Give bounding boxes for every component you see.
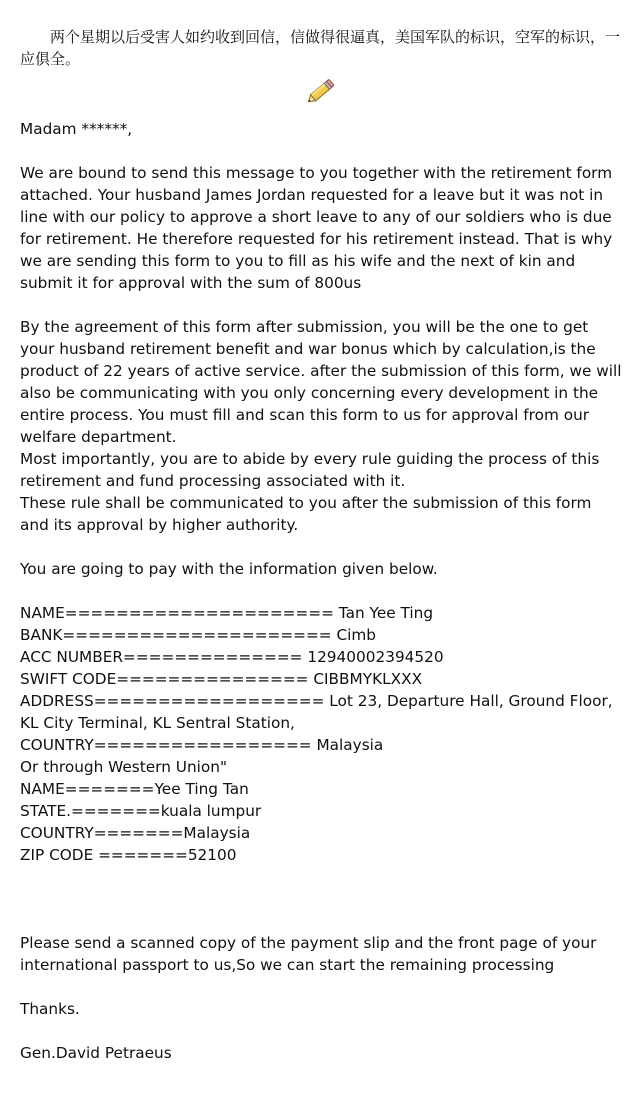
letter-paragraph: We are bound to send this message to you together with the retirement form attached. Your husband James Jordan requested for a leave but it was not in line with our policy to approve a short leave to any of our soldiers who is due for retirement. He therefore requested for his retirement instead. That is why we are sending this form to you to fill as his wife and the next of kin and submit it for approval with the sum of 800us — [20, 164, 613, 292]
thanks-line: Thanks. — [20, 1000, 80, 1018]
bank-details — [20, 602, 624, 866]
bank-detail-line: BANK===================== Cimb — [20, 626, 376, 644]
bank-detail-line: STATE.=======kuala lumpur — [20, 802, 262, 820]
letter-paragraph: By the agreement of this form after submission, you will be the one to get your husband retirement benefit and war bonus which by calculation,is the product of 22 years of active service. after the submission of this form, we will also be communicating with you only concerning every development in the entire process. You must fill and scan this form to us for approval from our welfare department. — [20, 318, 622, 446]
bank-detail-line: Or through Western Union" — [20, 758, 227, 776]
closing-paragraph: Please send a scanned copy of the payment slip and the front page of your international passport to us,So we can start the remaining processing — [20, 934, 597, 974]
bank-detail-line: KL City Terminal, KL Sentral Station, — [20, 714, 295, 732]
salutation: Madam ******, — [20, 120, 133, 138]
bank-detail-line: SWIFT CODE=============== CIBBMYKLXXX — [20, 670, 423, 688]
bank-detail-line: NAME=======Yee Ting Tan — [20, 780, 249, 798]
letter-paragraph: Most importantly, you are to abide by every rule guiding the process of this retirement and fund processing associated with it. — [20, 450, 600, 490]
letter-paragraph: These rule shall be communicated to you after the submission of this form and its approval by higher authority. — [20, 494, 592, 534]
bank-detail-line: ZIP CODE =======52100 — [20, 846, 237, 864]
bank-detail-line: COUNTRY=======Malaysia — [20, 824, 251, 842]
pencil-icon — [304, 77, 336, 107]
bank-detail-line: COUNTRY================= Malaysia — [20, 736, 384, 754]
letter-body — [20, 118, 624, 1064]
bank-detail-line: ADDRESS================== Lot 23, Departure Hall, Ground Floor, — [20, 692, 613, 710]
intro-chinese-text: 两个星期以后受害人如约收到回信，信做得很逼真，美国军队的标识，空军的标识，一应俱全。 — [20, 28, 621, 68]
payment-intro: You are going to pay with the information given below. — [20, 560, 438, 578]
signature: Gen.David Petraeus — [20, 1044, 172, 1062]
bank-detail-line: NAME===================== Tan Yee Ting — [20, 604, 434, 622]
bank-detail-line: ACC NUMBER============== 12940002394520 — [20, 648, 444, 666]
